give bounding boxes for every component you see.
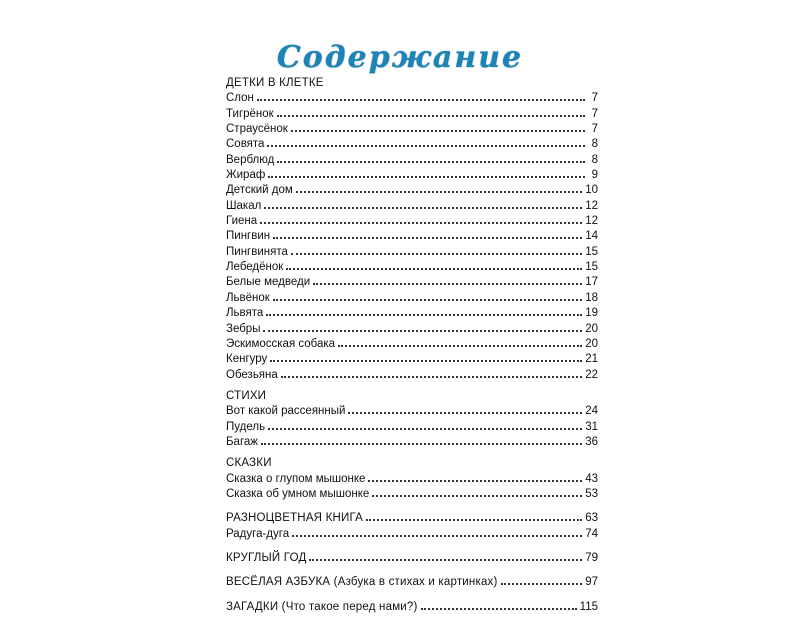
toc-entry-label: Белые медведи xyxy=(226,276,311,289)
toc-entry-page: 7 xyxy=(591,107,598,120)
toc-entry-label: Слон xyxy=(226,92,254,105)
toc-section xyxy=(226,457,598,500)
toc-entry xyxy=(226,418,598,433)
toc-entry-page: 22 xyxy=(585,368,598,381)
dot-leader xyxy=(261,433,582,445)
toc-entry xyxy=(226,402,598,417)
toc-entry xyxy=(226,433,598,448)
toc-entry-page: 7 xyxy=(591,123,598,136)
dot-leader xyxy=(501,573,583,585)
dot-leader xyxy=(309,549,582,561)
toc-entry-label: КРУГЛЫЙ ГОД xyxy=(226,551,307,564)
toc-entry-page: 15 xyxy=(585,245,598,258)
dot-leader xyxy=(281,366,582,378)
toc-entry xyxy=(226,135,598,150)
dot-leader xyxy=(257,89,585,101)
toc-entry xyxy=(226,485,598,500)
dot-leader xyxy=(267,135,585,147)
dot-leader xyxy=(268,418,582,430)
toc-entry-label: Детский дом xyxy=(226,184,293,197)
toc-section-heading: СКАЗКИ xyxy=(226,457,272,470)
toc-entry-page: 79 xyxy=(585,551,598,564)
toc-section-heading: СТИХИ xyxy=(226,389,267,402)
toc-entry-page: 24 xyxy=(585,405,598,418)
toc-entry-label: РАЗНОЦВЕТНАЯ КНИГА xyxy=(226,512,363,525)
toc-section-heading xyxy=(226,549,598,564)
toc-entry-page: 20 xyxy=(585,337,598,350)
toc-entry-page: 115 xyxy=(579,600,598,613)
toc-entry xyxy=(226,212,598,227)
toc-section xyxy=(226,390,598,448)
dot-leader xyxy=(366,509,582,521)
toc-section-heading xyxy=(226,573,598,588)
toc-entry-page: 9 xyxy=(591,169,598,182)
toc-section xyxy=(226,77,598,381)
toc-entry-label: Радуга-дуга xyxy=(226,527,290,540)
toc-entry xyxy=(226,105,598,120)
toc-entry-label: Страусёнок xyxy=(226,123,288,136)
toc-entry-label: Верблюд xyxy=(226,153,275,166)
toc-entry-page: 8 xyxy=(591,153,598,166)
toc-entry xyxy=(226,366,598,381)
toc-entry xyxy=(226,227,598,242)
dot-leader xyxy=(260,212,582,224)
toc-entry-label: Эскимосская собака xyxy=(226,337,336,350)
toc-entry-page: 8 xyxy=(591,138,598,151)
dot-leader xyxy=(268,166,585,178)
toc-entry-page: 97 xyxy=(585,576,598,589)
dot-leader xyxy=(277,151,585,163)
dot-leader xyxy=(277,105,585,117)
toc-entry xyxy=(226,120,598,135)
toc-entry-label: Пингвинята xyxy=(226,245,288,258)
dot-leader xyxy=(338,335,582,347)
toc-section xyxy=(226,549,598,564)
toc-entry xyxy=(226,151,598,166)
toc-entry-label: Львята xyxy=(226,307,264,320)
toc-section-heading xyxy=(226,509,598,524)
toc-entry-label: Львёнок xyxy=(226,291,270,304)
toc-entry-page: 14 xyxy=(585,230,598,243)
toc-entry xyxy=(226,350,598,365)
toc-entry xyxy=(226,258,598,273)
dot-leader xyxy=(270,350,582,362)
toc-entry-page: 7 xyxy=(591,92,598,105)
dot-leader xyxy=(368,470,582,482)
toc-entry-page: 17 xyxy=(585,276,598,289)
toc-entry-page: 36 xyxy=(585,435,598,448)
toc-entry-label: Гиена xyxy=(226,215,258,228)
page-title: Содержание xyxy=(276,40,524,75)
toc-entry-label: Совята xyxy=(226,138,265,151)
toc-entry-label: ЗАГАДКИ (Что такое перед нами?) xyxy=(226,600,418,613)
toc-entry-label: Сказка о глупом мышонке xyxy=(226,472,366,485)
toc-section xyxy=(226,509,598,540)
dot-leader xyxy=(273,289,582,301)
dot-leader xyxy=(348,402,582,414)
dot-leader xyxy=(266,304,582,316)
toc-entry-page: 20 xyxy=(585,322,598,335)
dot-leader xyxy=(263,320,582,332)
toc-entry-page: 15 xyxy=(585,261,598,274)
table-of-contents xyxy=(226,77,598,622)
dot-leader xyxy=(273,227,582,239)
toc-entry-page: 18 xyxy=(585,291,598,304)
toc-entry xyxy=(226,320,598,335)
toc-entry-label: Зебры xyxy=(226,322,261,335)
toc-entry-label: Жираф xyxy=(226,169,266,182)
toc-entry-label: Кенгуру xyxy=(226,353,268,366)
toc-entry xyxy=(226,525,598,540)
toc-entry-label: Багаж xyxy=(226,435,258,448)
dot-leader xyxy=(292,525,582,537)
toc-entry xyxy=(226,243,598,258)
toc-entry-label: ВЕСЁЛАЯ АЗБУКА (Азбука в стихах и картинках) xyxy=(226,576,498,589)
dot-leader xyxy=(291,243,582,255)
toc-entry xyxy=(226,335,598,350)
toc-entry-label: Шакал xyxy=(226,199,262,212)
toc-entry xyxy=(226,197,598,212)
dot-leader xyxy=(296,181,582,193)
toc-entry-label: Пудель xyxy=(226,420,266,433)
toc-section-heading: ДЕТКИ В КЛЕТКЕ xyxy=(226,77,324,89)
toc-entry-label: Пингвин xyxy=(226,230,271,243)
toc-entry-label: Сказка об умном мышонке xyxy=(226,487,370,500)
toc-entry-page: 10 xyxy=(585,184,598,197)
dot-leader xyxy=(286,258,582,270)
toc-entry-page: 31 xyxy=(585,420,598,433)
toc-entry-page: 43 xyxy=(585,472,598,485)
toc-entry-page: 21 xyxy=(585,353,598,366)
toc-section xyxy=(226,573,598,588)
toc-entry-label: Обезьяна xyxy=(226,368,278,381)
toc-entry-page: 53 xyxy=(585,487,598,500)
toc-entry-page: 12 xyxy=(585,215,598,228)
dot-leader xyxy=(372,485,582,497)
toc-entry xyxy=(226,304,598,319)
toc-entry-label: Тигрёнок xyxy=(226,107,274,120)
toc-entry xyxy=(226,470,598,485)
dot-leader xyxy=(291,120,585,132)
toc-entry xyxy=(226,89,598,104)
dot-leader xyxy=(313,273,582,285)
toc-entry-label: Лебедёнок xyxy=(226,261,284,274)
toc-entry-page: 19 xyxy=(585,307,598,320)
toc-entry-label: Вот какой рассеянный xyxy=(226,405,346,418)
dot-leader xyxy=(264,197,582,209)
toc-entry xyxy=(226,289,598,304)
toc-entry xyxy=(226,273,598,288)
toc-entry xyxy=(226,181,598,196)
dot-leader xyxy=(421,598,577,610)
toc-entry-page: 12 xyxy=(585,199,598,212)
toc-entry-page: 74 xyxy=(585,527,598,540)
toc-entry xyxy=(226,166,598,181)
toc-entry-page: 63 xyxy=(585,512,598,525)
